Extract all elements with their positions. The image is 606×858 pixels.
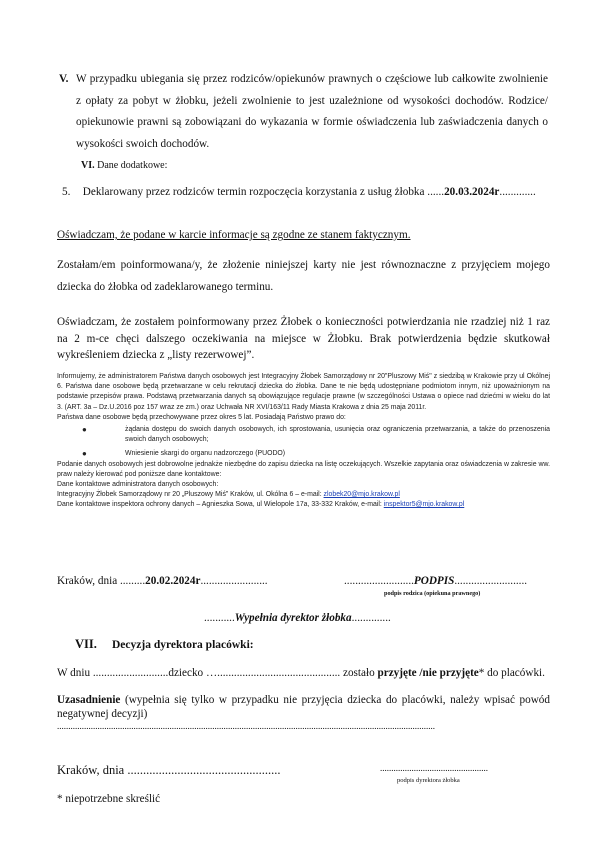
gdpr-retention: Państwa dane osobowe będą przechowywane przez okres 5 lat. Posiadają Państwo prawo do: xyxy=(57,413,346,421)
director-fill-heading xyxy=(204,612,391,624)
iod-contact-text: Dane kontaktowe inspektora ochrony danych – Agnieszka Sowa, ul Wielopole 17a, 33-332 Kraków, e-mail: xyxy=(57,501,384,509)
declared-start-date[interactable]: 20.03.2024r xyxy=(444,186,500,198)
director-date-field[interactable]: Kraków, dnia ................................................. xyxy=(57,763,281,777)
informed-declaration: Zostałam/em poinformowana/y, że złożenie niniejszej karty nie jest równoznaczne z przyjęciem mojego dziecka do żłobka od zadeklarowanego terminu. xyxy=(57,259,550,293)
justification-text: (wypełnia się tylko w przypadku nie przyjęcia dziecka do placówki, należy wpisać powód negatywnej decyzji) xyxy=(57,694,550,720)
admin-email-link[interactable]: zlobek20@mjo.krakow.pl xyxy=(323,491,400,499)
section-vii-number: VII. xyxy=(75,637,97,651)
dotted-fill: ......................... xyxy=(344,575,414,587)
section-vii-heading xyxy=(75,637,254,652)
director-signature-field[interactable]: ................................................ xyxy=(380,763,488,773)
admin-contact-text: Integracyjny Żłobek Samorządowy nr 20 „Pluszowy Miś” Kraków, ul. Okólna 6 – e-mail: xyxy=(57,491,324,499)
director-fill-label: Wypełnia dyrektor żłobka xyxy=(234,612,352,624)
decision-date-field[interactable]: W dniu ...........................dziecko xyxy=(57,667,206,679)
gdpr-right-text: żądania dostępu do swoich danych osobowych, ich sprostowania, usunięcia oraz ograniczenia przetwarzania, a także do przenoszenia swoich danych osobowych; xyxy=(125,426,550,444)
dotted-fill: .............. xyxy=(351,612,391,624)
item-text: Deklarowany przez rodziców termin rozpoczęcia korzystania z usług żłobka ...... xyxy=(82,186,445,198)
gdpr-right-text: Wniesienie skargi do organu nadzorczego (PUODO) xyxy=(125,450,286,458)
dotted-fill: ........................ xyxy=(200,575,268,587)
parent-date-row xyxy=(57,575,268,587)
item-number: 5. xyxy=(62,186,71,198)
section-vii-title: Decyzja dyrektora placówki: xyxy=(112,639,254,651)
dotted-fill: ............. xyxy=(499,186,536,198)
parent-sign-date[interactable]: 20.02.2024r xyxy=(145,575,201,587)
iod-email-link[interactable]: inspektor5@mjo.krakow.pl xyxy=(383,501,465,509)
gdpr-voluntary: Podanie danych osobowych jest dobrowolne jednakże niezbędne do zapisu dziecka na listę oczekujących. Wszelkie zapytania oraz oświadczenia w zakresie ww. praw należy kierować pod poniższe dane kontaktowe: xyxy=(57,460,550,478)
section-vi-title: Dane dodatkowe: xyxy=(97,160,168,171)
section-v xyxy=(59,69,548,155)
dotted-fill: .......................... xyxy=(454,575,528,587)
gdpr-intro: Informujemy, że administratorem Państwa danych osobowych jest Integracyjny Żłobek Samorządowy nr 20"Pluszowy Miś" z siedzibą w Krakowie przy ul Okólnej 6. Państwa dane osobowe będą przetwarzane w celu rekrutacji dziecka do żłobka. Dane te nie będą udostępniane podmiotom innym, niż upoważnionym na podstawie przepisów prawa. Podstawą przetwarzania danych są obowiązujące regulacje prawne (w szczególności Ustawa o opiece nad dziećmi w wieku do lat 3. (ART. 3a – Dz.U.2016 poz 157 wraz ze zm.) oraz Uchwała NR XVI/163/11 Rady Miasta Krakowa z dnia 25 maja 2011r. xyxy=(57,373,550,411)
section-vi-number: VI. xyxy=(81,160,95,171)
section-vi-heading xyxy=(81,160,167,171)
parent-signature: PODPIS xyxy=(413,575,455,587)
justification xyxy=(57,693,550,721)
admin-contact xyxy=(57,490,550,500)
confirmation-declaration: Oświadczam, że zostałem poinformowany przez Żłobek o konieczności potwierdzania nie rzadziej niż 1 raz na 2 m-ce chęci dalszego oczekiwania na miejsce w Żłobku. Brak potwierdzenia będzie skutkował wykreśleniem dziecka z „listy rezerwowej”. xyxy=(57,316,550,361)
declared-start-date-row xyxy=(62,186,562,198)
iod-contact xyxy=(57,500,550,510)
parent-signature-caption: podpis rodzica (opiekuna prawnego) xyxy=(384,590,481,597)
place-label: Kraków, dnia ......... xyxy=(57,575,146,587)
gdpr-right-item xyxy=(57,449,550,459)
bullet-icon: ● xyxy=(82,449,87,459)
dotted-fill: ........... xyxy=(204,612,235,624)
parent-signature-field[interactable] xyxy=(344,575,527,587)
footnote: * niepotrzebne skreślić xyxy=(57,793,161,805)
admin-contact-label: Dane kontaktowe administratora danych osobowych: xyxy=(57,481,219,489)
justification-label: Uzasadnienie xyxy=(57,694,121,706)
section-v-text: W przypadku ubiegania się przez rodziców/opiekunów prawnych o częściowe lub całkowite zwolnienie z opłaty za pobyt w żłobku, jeżeli zwolnienie to jest uzależnione od wysokości dochodów. Rodzice/ opiekunowie prawni są zobowiązani do wykazania w formie oświadczenia lub zaświadczenia danych o wysokości swoich dochodów. xyxy=(76,73,548,150)
accepted-option[interactable]: przyjęte /nie przyjęte xyxy=(377,667,479,679)
bullet-icon: ● xyxy=(82,425,87,435)
decision-row xyxy=(57,667,545,679)
gdpr-right-item xyxy=(57,425,550,445)
decision-child-field[interactable]: …............................................ zostało xyxy=(205,667,378,679)
section-v-number: V. xyxy=(59,73,69,85)
accuracy-declaration: Oświadczam, że podane w karcie informacje są zgodne ze stanem faktycznym. xyxy=(57,229,411,241)
justification-field[interactable]: ........................................................................................................................................................................ xyxy=(57,721,435,731)
director-signature-caption: podpis dyrektora żłobka xyxy=(397,777,460,784)
decision-tail: * do placówki. xyxy=(478,667,545,679)
gdpr-notice xyxy=(57,372,550,511)
